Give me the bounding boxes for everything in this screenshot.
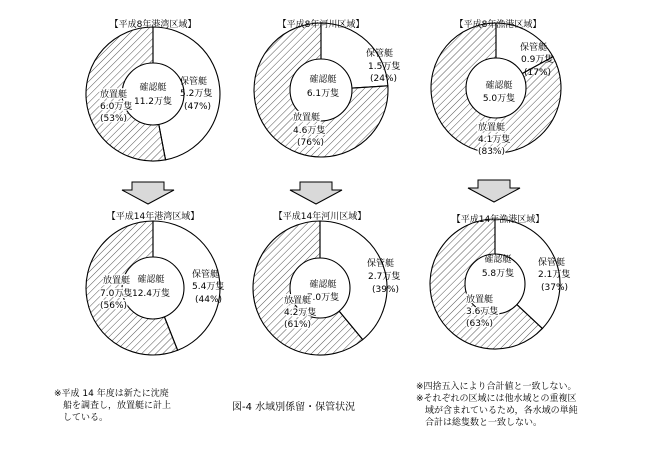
center-label: 確認艇 — [484, 255, 512, 265]
slice-label-abandoned: 放置艇 — [103, 276, 131, 286]
slice-label-storage: 保管艇 — [538, 258, 566, 268]
slice-label-abandoned: 3.6万隻 — [466, 307, 499, 317]
slice-label-abandoned: (63%) — [466, 319, 494, 329]
pie-chart — [86, 18, 220, 161]
pie-center-hole — [122, 63, 184, 125]
pie-chart — [253, 210, 400, 355]
slice-label-abandoned: 4.6万隻 — [293, 126, 326, 136]
slice-label-abandoned: 4.1万隻 — [478, 135, 511, 145]
chart-title: 【平成14年河川区域】 — [273, 212, 367, 222]
slice-label-abandoned: (61%) — [284, 320, 312, 330]
center-label: 確認艇 — [137, 275, 165, 285]
pie-chart — [86, 210, 224, 355]
slice-label-storage: 5.4万隻 — [192, 282, 225, 292]
slice-label-storage: (37%) — [541, 283, 569, 293]
pie-center-hole — [122, 257, 184, 319]
pie-chart — [254, 18, 400, 157]
note-left-line: ※平成 14 年度は新たに沈廃 — [54, 389, 169, 399]
pie-chart — [431, 18, 561, 157]
chart-title: 【平成14年漁港区域】 — [451, 215, 545, 225]
center-value: 11.2万隻 — [133, 97, 173, 107]
pie-chart — [430, 213, 570, 349]
note-right-line: 合計は総隻数と一致しない。 — [425, 418, 543, 428]
note-left-line: している。 — [63, 413, 109, 423]
down-arrow-icon — [122, 182, 174, 204]
slice-label-storage: 5.2万隻 — [180, 89, 213, 99]
center-value: 12.4万隻 — [131, 289, 171, 299]
figure-caption: 図-4 水域別係留・保管状況 — [232, 402, 356, 413]
slice-label-storage: 2.1万隻 — [538, 270, 571, 280]
slice-label-abandoned: 放置艇 — [100, 90, 128, 100]
slice-label-storage: (17%) — [524, 68, 552, 78]
slice-label-storage: 保管艇 — [192, 270, 220, 280]
slice-label-storage: 0.9万隻 — [521, 55, 554, 65]
slice-label-storage: (47%) — [184, 102, 212, 112]
slice-label-abandoned: 6.0万隻 — [100, 102, 133, 112]
center-label: 確認艇 — [309, 75, 337, 85]
center-label: 確認艇 — [309, 280, 337, 290]
slice-label-storage: 2.7万隻 — [368, 272, 401, 282]
slice-label-abandoned: 放置艇 — [478, 123, 506, 133]
slice-label-abandoned: 7.0万隻 — [100, 289, 133, 299]
note-right-line: 域が含まれているため，各水域の単純 — [425, 406, 578, 416]
slice-label-storage: 1.5万隻 — [368, 62, 401, 72]
slice-label-storage: (39%) — [372, 285, 400, 295]
center-value: 6.1万隻 — [306, 89, 340, 99]
note-left-line: 船を調査し，放置艇に計上 — [63, 401, 172, 411]
slice-label-abandoned: 放置艇 — [466, 295, 494, 305]
chart-title: 【平成8年漁港区域】 — [454, 20, 542, 30]
slice-label-abandoned: (83%) — [478, 147, 506, 157]
down-arrow-icon — [468, 180, 520, 202]
slice-label-storage: 保管艇 — [367, 259, 395, 269]
slice-label-abandoned: 放置艇 — [293, 113, 321, 123]
slice-label-storage: 保管艇 — [520, 43, 548, 53]
notes-left — [54, 387, 171, 423]
note-right-line: ※四捨五入により合計値と一致しない。 — [416, 382, 577, 392]
slice-label-abandoned: (53%) — [100, 114, 128, 124]
slice-label-storage: (24%) — [370, 74, 398, 84]
slice-label-abandoned: (56%) — [100, 301, 128, 311]
slice-label-abandoned: 放置艇 — [284, 296, 312, 306]
center-label: 確認艇 — [139, 83, 167, 93]
notes-right — [416, 380, 578, 428]
chart-title: 【平成8年河川区域】 — [277, 20, 365, 30]
chart-title: 【平成14年港湾区域】 — [106, 212, 200, 222]
note-right-line: ※それぞれの区域には他水域との重複区 — [416, 394, 577, 404]
slice-label-storage: 保管艇 — [180, 77, 208, 87]
slice-label-abandoned: (76%) — [297, 138, 325, 148]
center-label: 確認艇 — [485, 81, 513, 91]
center-value: 5.8万隻 — [481, 269, 515, 279]
center-value: 5.0万隻 — [482, 94, 516, 104]
slice-label-abandoned: 4.2万隻 — [284, 308, 317, 318]
chart-title: 【平成8年港湾区域】 — [109, 20, 197, 30]
slice-label-storage: 保管艇 — [366, 49, 394, 59]
slice-label-storage: (44%) — [195, 295, 223, 305]
center-value: 7.0万隻 — [306, 293, 340, 303]
down-arrow-icon — [290, 182, 342, 204]
